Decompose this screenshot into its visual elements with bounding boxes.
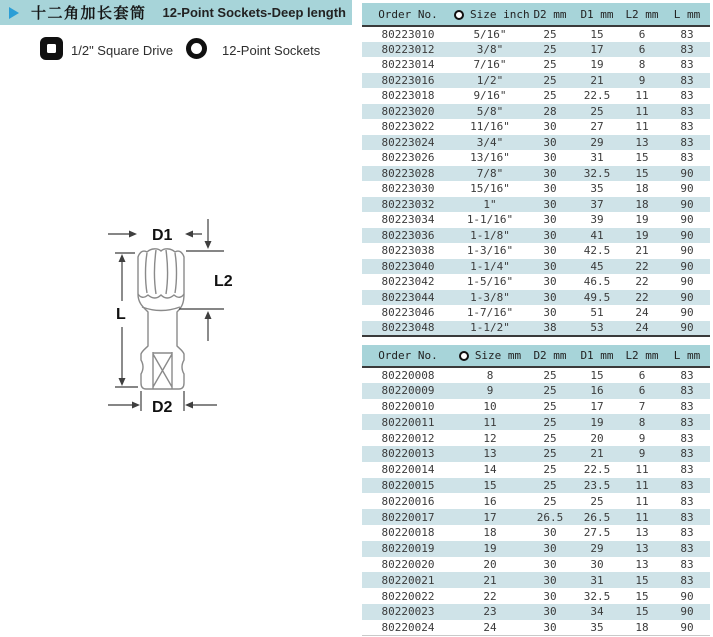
table-cell: 30 bbox=[543, 573, 557, 587]
table-cell: 11 bbox=[635, 104, 649, 118]
mm-table-header-row bbox=[362, 345, 710, 367]
table-cell: 6 bbox=[638, 27, 646, 41]
table-cell: 25 bbox=[543, 27, 557, 41]
table-cell: 9 bbox=[638, 431, 646, 445]
table-cell: 30 bbox=[543, 213, 557, 227]
table-cell: 3/8" bbox=[476, 42, 504, 56]
table-row bbox=[362, 274, 710, 290]
table-cell: 11 bbox=[635, 120, 649, 134]
dimension-arrowheads bbox=[119, 231, 212, 409]
table-cell: 83 bbox=[680, 73, 694, 87]
table-cell: 80220024 bbox=[362, 620, 454, 636]
table-row bbox=[362, 290, 710, 306]
table-cell: 83 bbox=[680, 27, 694, 41]
table-cell: 8 bbox=[638, 58, 646, 72]
table-cell: 80223048 bbox=[362, 321, 454, 337]
table-cell: 21 bbox=[635, 244, 649, 258]
table-cell: 80223044 bbox=[381, 290, 435, 304]
table-cell: 26.5 bbox=[583, 510, 611, 524]
table-cell: 15 bbox=[590, 368, 604, 382]
table-cell: 83 bbox=[680, 89, 694, 103]
table-cell: 80220009 bbox=[381, 384, 435, 398]
table-cell: 15/16" bbox=[470, 182, 510, 196]
socket-outline bbox=[138, 249, 184, 389]
table-row bbox=[362, 228, 710, 244]
table-cell: 80223022 bbox=[381, 120, 435, 134]
table-cell: 21 bbox=[483, 573, 497, 587]
table-cell: 22 bbox=[635, 259, 649, 273]
table-cell: 80223034 bbox=[381, 213, 435, 227]
table-row bbox=[362, 73, 710, 89]
table-cell: 80223018 bbox=[381, 89, 435, 103]
table-cell: 17 bbox=[590, 399, 604, 413]
table-row bbox=[362, 243, 710, 259]
table-cell: 13 bbox=[635, 135, 649, 149]
table-cell: 22.5 bbox=[583, 89, 611, 103]
table-cell: 14 bbox=[483, 463, 497, 477]
drive-size-label: 1/2" Square Drive bbox=[71, 43, 174, 58]
table-row bbox=[362, 135, 710, 151]
table-row bbox=[362, 26, 710, 42]
table-cell: 30 bbox=[543, 605, 557, 619]
table-cell: 11 bbox=[635, 510, 649, 524]
table-cell: 83 bbox=[680, 120, 694, 134]
table-row bbox=[362, 462, 710, 478]
table-cell: 24 bbox=[454, 620, 526, 636]
table-cell: 1-5/16" bbox=[466, 275, 514, 289]
table-cell: 9 bbox=[638, 447, 646, 461]
table-cell: 1" bbox=[483, 197, 497, 211]
table-cell: 83 bbox=[680, 463, 694, 477]
arrow-right-icon bbox=[9, 7, 19, 19]
table-cell: 90 bbox=[680, 589, 694, 603]
table-cell: 80223032 bbox=[381, 197, 435, 211]
table-cell: 32.5 bbox=[583, 589, 611, 603]
col-l: L mm bbox=[664, 345, 710, 367]
table-cell: 6 bbox=[638, 368, 646, 382]
square-drive-hole bbox=[47, 44, 56, 53]
table-cell: 15 bbox=[635, 573, 649, 587]
table-cell: 21 bbox=[590, 73, 604, 87]
table-cell: 19 bbox=[590, 58, 604, 72]
table-cell: 83 bbox=[680, 368, 694, 382]
table-cell: 32.5 bbox=[583, 166, 611, 180]
table-row bbox=[362, 430, 710, 446]
table-cell: 11 bbox=[635, 463, 649, 477]
table-cell: 83 bbox=[680, 573, 694, 587]
table-cell: 80220019 bbox=[381, 542, 435, 556]
inch-sockets-table bbox=[362, 3, 710, 337]
table-cell: 6 bbox=[638, 384, 646, 398]
table-cell: 42.5 bbox=[583, 244, 611, 258]
table-cell: 22.5 bbox=[583, 463, 611, 477]
table-cell: 11 bbox=[635, 478, 649, 492]
col-l2: L2 mm bbox=[620, 3, 664, 26]
table-cell: 13 bbox=[483, 447, 497, 461]
table-cell: 27 bbox=[590, 120, 604, 134]
table-cell: 90 bbox=[680, 259, 694, 273]
table-cell: 15 bbox=[635, 589, 649, 603]
table-cell: 31 bbox=[590, 573, 604, 587]
table-cell: 13 bbox=[635, 542, 649, 556]
col-d2: D2 mm bbox=[526, 3, 574, 26]
table-cell: 83 bbox=[680, 42, 694, 56]
table-cell: 90 bbox=[680, 197, 694, 211]
table-cell: 15 bbox=[635, 166, 649, 180]
table-cell: 80220011 bbox=[381, 415, 435, 429]
table-cell: 30 bbox=[543, 589, 557, 603]
table-cell: 25 bbox=[543, 89, 557, 103]
table-cell: 30 bbox=[543, 135, 557, 149]
table-cell: 27.5 bbox=[583, 526, 611, 540]
col-size-inch: Size inch bbox=[454, 3, 526, 26]
table-cell: 80220012 bbox=[381, 431, 435, 445]
table-cell: 23 bbox=[483, 605, 497, 619]
table-row bbox=[362, 367, 710, 383]
table-cell: 49.5 bbox=[583, 290, 611, 304]
col-order-no: Order No. bbox=[362, 345, 454, 367]
table-cell: 23.5 bbox=[583, 478, 611, 492]
table-cell: 90 bbox=[680, 182, 694, 196]
table-row bbox=[362, 321, 710, 337]
table-cell: 35 bbox=[590, 182, 604, 196]
table-cell: 25 bbox=[543, 463, 557, 477]
table-cell: 90 bbox=[680, 605, 694, 619]
table-cell: 35 bbox=[574, 620, 620, 636]
table-cell: 16 bbox=[590, 384, 604, 398]
table-cell: 5/8" bbox=[476, 104, 504, 118]
table-cell: 10 bbox=[483, 399, 497, 413]
socket-opening-icon bbox=[454, 10, 464, 20]
table-row bbox=[362, 212, 710, 228]
table-cell: 15 bbox=[590, 27, 604, 41]
table-cell: 1-1/8" bbox=[470, 228, 510, 242]
table-cell: 30 bbox=[543, 120, 557, 134]
table-cell: 80223038 bbox=[381, 244, 435, 258]
table-cell: 9/16" bbox=[473, 89, 507, 103]
table-cell: 15 bbox=[635, 605, 649, 619]
table-cell: 18 bbox=[620, 620, 664, 636]
table-cell: 80220022 bbox=[381, 589, 435, 603]
table-cell: 11/16" bbox=[470, 120, 510, 134]
table-cell: 1-7/16" bbox=[466, 306, 514, 320]
table-cell: 15 bbox=[483, 478, 497, 492]
table-row bbox=[362, 57, 710, 73]
table-cell: 80223046 bbox=[381, 306, 435, 320]
table-row bbox=[362, 572, 710, 588]
table-cell: 80223010 bbox=[381, 27, 435, 41]
table-cell: 12 bbox=[483, 431, 497, 445]
table-cell: 30 bbox=[543, 244, 557, 258]
table-cell: 83 bbox=[680, 135, 694, 149]
table-row bbox=[362, 525, 710, 541]
table-cell: 80220023 bbox=[381, 605, 435, 619]
table-cell: 80220020 bbox=[381, 557, 435, 571]
table-cell: 30 bbox=[543, 526, 557, 540]
table-cell: 5/16" bbox=[473, 27, 507, 41]
table-cell: 80220014 bbox=[381, 463, 435, 477]
table-cell: 30 bbox=[543, 259, 557, 273]
table-cell: 13 bbox=[635, 557, 649, 571]
table-cell: 80223036 bbox=[381, 228, 435, 242]
table-cell: 83 bbox=[680, 526, 694, 540]
table-cell: 29 bbox=[590, 542, 604, 556]
table-cell: 15 bbox=[635, 151, 649, 165]
table-cell: 30 bbox=[543, 306, 557, 320]
table-cell: 21 bbox=[590, 447, 604, 461]
col-l: L mm bbox=[664, 3, 710, 26]
table-cell: 83 bbox=[680, 510, 694, 524]
table-row bbox=[362, 197, 710, 213]
table-cell: 83 bbox=[680, 478, 694, 492]
table-cell: 25 bbox=[543, 431, 557, 445]
dim-label-d1: D1 bbox=[152, 227, 173, 244]
col-order-no: Order No. bbox=[362, 3, 454, 26]
table-cell: 30 bbox=[543, 275, 557, 289]
table-row bbox=[362, 446, 710, 462]
table-cell: 20 bbox=[590, 431, 604, 445]
table-cell: 83 bbox=[680, 431, 694, 445]
table-cell: 90 bbox=[680, 275, 694, 289]
table-cell: 80220018 bbox=[381, 526, 435, 540]
table-cell: 80223030 bbox=[381, 182, 435, 196]
table-cell: 1/2" bbox=[476, 73, 504, 87]
table-cell: 17 bbox=[483, 510, 497, 524]
table-cell: 30 bbox=[543, 228, 557, 242]
table-cell: 22 bbox=[635, 275, 649, 289]
table-row bbox=[362, 259, 710, 275]
table-cell: 9 bbox=[638, 73, 646, 87]
table-cell: 30 bbox=[543, 197, 557, 211]
socket-dimension-diagram bbox=[100, 215, 260, 420]
table-row bbox=[362, 620, 710, 636]
table-cell: 19 bbox=[483, 542, 497, 556]
table-cell: 29 bbox=[590, 135, 604, 149]
table-row bbox=[362, 509, 710, 525]
table-cell: 11 bbox=[635, 494, 649, 508]
table-row bbox=[362, 399, 710, 415]
dim-label-l2: L2 bbox=[214, 273, 233, 290]
table-cell: 11 bbox=[483, 415, 497, 429]
table-cell: 83 bbox=[680, 447, 694, 461]
table-cell: 90 bbox=[680, 166, 694, 180]
table-row bbox=[362, 588, 710, 604]
table-cell: 30 bbox=[543, 290, 557, 304]
table-cell: 30 bbox=[543, 166, 557, 180]
table-cell: 34 bbox=[590, 605, 604, 619]
table-cell: 22 bbox=[483, 589, 497, 603]
table-cell: 31 bbox=[590, 151, 604, 165]
table-cell: 51 bbox=[590, 306, 604, 320]
table-cell: 25 bbox=[590, 494, 604, 508]
table-cell: 80223016 bbox=[381, 73, 435, 87]
table-cell: 45 bbox=[590, 259, 604, 273]
table-row bbox=[362, 104, 710, 120]
table-cell: 80220017 bbox=[381, 510, 435, 524]
table-cell: 13/16" bbox=[470, 151, 510, 165]
table-cell: 25 bbox=[543, 42, 557, 56]
table-cell: 17 bbox=[590, 42, 604, 56]
table-cell: 30 bbox=[543, 151, 557, 165]
table-row bbox=[362, 42, 710, 58]
table-cell: 30 bbox=[526, 620, 574, 636]
col-d2: D2 mm bbox=[526, 345, 574, 367]
table-cell: 8 bbox=[486, 368, 494, 382]
table-cell: 37 bbox=[590, 197, 604, 211]
table-cell: 90 bbox=[680, 228, 694, 242]
table-row bbox=[362, 541, 710, 557]
square-drive-icon bbox=[40, 37, 63, 60]
socket-opening-icon bbox=[459, 351, 469, 361]
table-cell: 80223040 bbox=[381, 259, 435, 273]
table-row bbox=[362, 493, 710, 509]
table-cell: 30 bbox=[543, 542, 557, 556]
page-title-english: 12-Point Sockets-Deep length bbox=[162, 5, 346, 20]
table-cell: 80223012 bbox=[381, 42, 435, 56]
table-row bbox=[362, 478, 710, 494]
table-cell: 25 bbox=[590, 104, 604, 118]
table-cell: 25 bbox=[543, 368, 557, 382]
table-cell: 83 bbox=[680, 151, 694, 165]
table-cell: 90 bbox=[680, 306, 694, 320]
table-cell: 83 bbox=[680, 415, 694, 429]
table-cell: 80223024 bbox=[381, 135, 435, 149]
table-cell: 80223026 bbox=[381, 151, 435, 165]
socket-type-label: 12-Point Sockets bbox=[222, 43, 321, 58]
table-cell: 22 bbox=[635, 290, 649, 304]
page-title-chinese: 十二角加长套筒 bbox=[31, 5, 147, 22]
table-cell: 1-1/4" bbox=[470, 259, 510, 273]
table-cell: 83 bbox=[680, 104, 694, 118]
table-cell: 53 bbox=[574, 321, 620, 337]
table-cell: 1-3/16" bbox=[466, 244, 514, 258]
table-cell: 19 bbox=[590, 415, 604, 429]
table-row bbox=[362, 414, 710, 430]
table-cell: 25 bbox=[543, 399, 557, 413]
table-row bbox=[362, 181, 710, 197]
dim-label-d2: D2 bbox=[152, 399, 173, 416]
table-cell: 80220016 bbox=[381, 494, 435, 508]
table-cell: 1-3/8" bbox=[470, 290, 510, 304]
table-row bbox=[362, 305, 710, 321]
table-cell: 80220021 bbox=[381, 573, 435, 587]
table-cell: 13 bbox=[635, 526, 649, 540]
table-cell: 20 bbox=[483, 557, 497, 571]
dim-label-l: L bbox=[116, 306, 126, 323]
table-cell: 25 bbox=[543, 73, 557, 87]
col-d1: D1 mm bbox=[574, 345, 620, 367]
table-cell: 7 bbox=[638, 399, 646, 413]
inch-table-header-row bbox=[362, 3, 710, 26]
table-cell: 25 bbox=[543, 415, 557, 429]
table-cell: 26.5 bbox=[536, 510, 564, 524]
table-cell: 19 bbox=[635, 228, 649, 242]
table-cell: 8 bbox=[638, 415, 646, 429]
table-cell: 19 bbox=[635, 213, 649, 227]
table-cell: 30 bbox=[543, 182, 557, 196]
table-cell: 25 bbox=[543, 447, 557, 461]
col-l2: L2 mm bbox=[620, 345, 664, 367]
table-cell: 28 bbox=[543, 104, 557, 118]
table-cell: 80220013 bbox=[381, 447, 435, 461]
table-cell: 24 bbox=[635, 306, 649, 320]
col-d1: D1 mm bbox=[574, 3, 620, 26]
table-cell: 7/8" bbox=[476, 166, 504, 180]
mm-sockets-table bbox=[362, 345, 710, 636]
table-row bbox=[362, 383, 710, 399]
table-row bbox=[362, 166, 710, 182]
table-cell: 83 bbox=[680, 384, 694, 398]
table-cell: 90 bbox=[680, 290, 694, 304]
table-cell: 90 bbox=[664, 620, 710, 636]
table-cell: 83 bbox=[680, 542, 694, 556]
table-cell: 25 bbox=[543, 384, 557, 398]
table-cell: 80220010 bbox=[381, 399, 435, 413]
table-cell: 25 bbox=[543, 494, 557, 508]
table-row bbox=[362, 604, 710, 620]
table-cell: 80223028 bbox=[381, 166, 435, 180]
table-cell: 1-1/2" bbox=[454, 321, 526, 337]
table-cell: 80223014 bbox=[381, 58, 435, 72]
table-cell: 46.5 bbox=[583, 275, 611, 289]
table-cell: 80223020 bbox=[381, 104, 435, 118]
table-cell: 16 bbox=[483, 494, 497, 508]
table-cell: 90 bbox=[680, 213, 694, 227]
table-cell: 30 bbox=[543, 557, 557, 571]
table-cell: 41 bbox=[590, 228, 604, 242]
table-cell: 1-1/16" bbox=[466, 213, 514, 227]
twelve-point-socket-icon bbox=[186, 38, 207, 59]
table-cell: 83 bbox=[680, 58, 694, 72]
table-cell: 11 bbox=[635, 89, 649, 103]
table-row bbox=[362, 150, 710, 166]
table-cell: 39 bbox=[590, 213, 604, 227]
table-cell: 9 bbox=[486, 384, 494, 398]
table-cell: 25 bbox=[543, 478, 557, 492]
table-cell: 80223042 bbox=[381, 275, 435, 289]
table-cell: 90 bbox=[664, 321, 710, 337]
table-cell: 30 bbox=[590, 557, 604, 571]
table-cell: 3/4" bbox=[476, 135, 504, 149]
table-cell: 18 bbox=[635, 182, 649, 196]
table-cell: 18 bbox=[483, 526, 497, 540]
table-cell: 83 bbox=[680, 557, 694, 571]
table-row bbox=[362, 119, 710, 135]
table-cell: 18 bbox=[635, 197, 649, 211]
table-cell: 25 bbox=[543, 58, 557, 72]
table-cell: 80220008 bbox=[381, 368, 435, 382]
table-cell: 24 bbox=[620, 321, 664, 337]
table-cell: 83 bbox=[680, 494, 694, 508]
col-size-mm: Size mm bbox=[454, 345, 526, 367]
table-cell: 83 bbox=[680, 399, 694, 413]
table-cell: 7/16" bbox=[473, 58, 507, 72]
table-cell: 80220015 bbox=[381, 478, 435, 492]
table-cell: 6 bbox=[638, 42, 646, 56]
table-row bbox=[362, 88, 710, 104]
section-header bbox=[0, 0, 352, 25]
table-cell: 90 bbox=[680, 244, 694, 258]
table-cell: 38 bbox=[526, 321, 574, 337]
table-row bbox=[362, 557, 710, 573]
